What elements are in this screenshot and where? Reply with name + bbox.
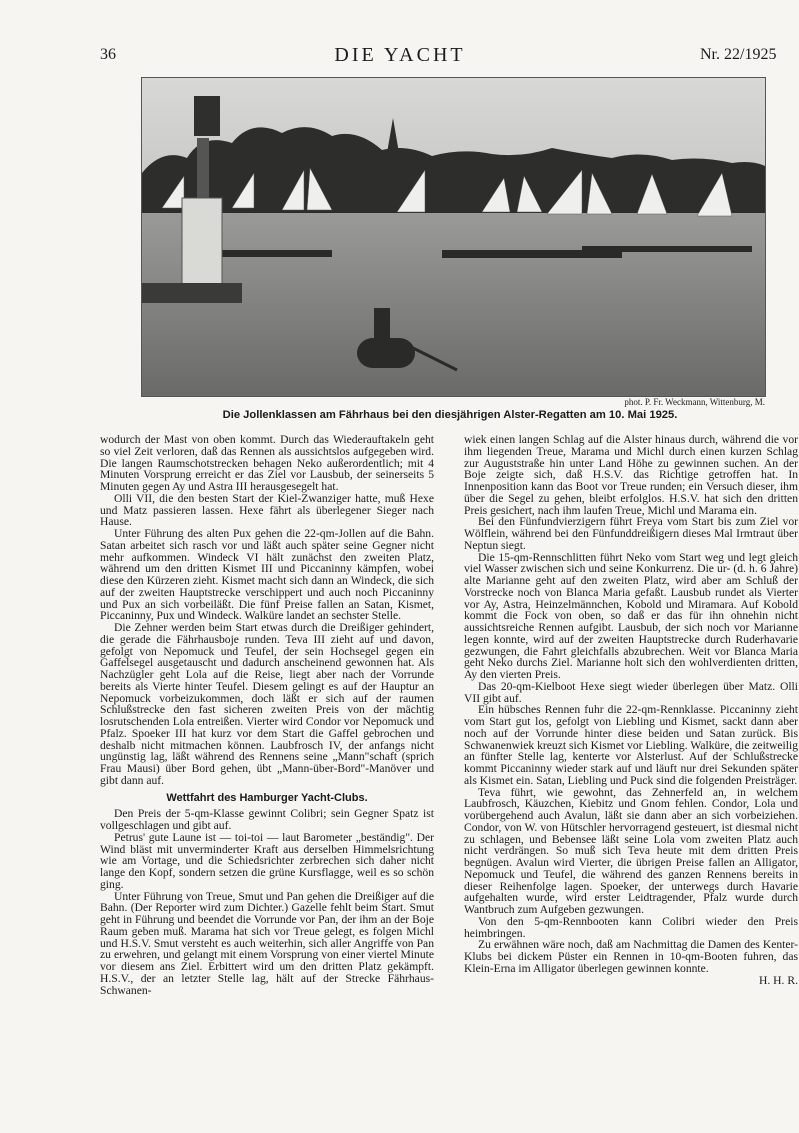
paragraph: Petrus' gute Laune ist — toi-toi — laut Barometer „beständig". Der Wind bläst mit unverminderter Kraft aus derselben Himmelsrichtung wie am Vortage, und die Schiedsrichter zerbrechen sich daher nicht lange den Kopf, sondern setzen die grüne Kursflagge, weil es so schön ging. bbox=[100, 830, 434, 891]
paragraph: Das 20-qm-Kielboot Hexe siegt wieder überlegen über Matz. Olli VII gibt auf. bbox=[464, 679, 798, 705]
section-heading: Wettfahrt des Hamburger Yacht-Clubs. bbox=[166, 791, 368, 804]
left-column bbox=[100, 434, 434, 996]
issue-number: Nr. 22/1925 bbox=[700, 46, 777, 63]
paragraph: Unter Führung des alten Pux gehen die 22-qm-Jollen auf die Bahn. Satan arbeitet sich rasch vor und läßt auch später seine Gegner nicht mehr aufkommen. Windeck VI hält zunächst den zweiten Platz, während um den dritten Kismet III und Piccaninny kämpfen, wobei diese den Kürzeren zieht. Kismet macht sich dann an Windeck, die sich auf der zweiten Hauptstrecke verschippert und auch noch Piccaninny und Pux an sich vorbeiläßt. Die fünf Preise fallen an Satan, Kismet, Piccaninny, Pux und Windeck. Walküre landet an sechster Stelle. bbox=[100, 527, 434, 623]
paragraph: Den Preis der 5-qm-Klasse gewinnt Colibri; sein Gegner Spatz ist vollgeschlagen und gibt auf. bbox=[100, 807, 434, 832]
right-column bbox=[464, 434, 798, 986]
paragraph: Bei den Fünfundvierzigern führt Freya vom Start bis zum Ziel vor Wölflein, während bei den Fünfunddreißigern dieses Mal Irmtraut über Neptun siegt. bbox=[464, 515, 798, 552]
paragraph: Olli VII, die den besten Start der Kiel-Zwanziger hatte, muß Hexe und Matz passieren lassen. Hexe fährt als überlegener Sieger nach Hause. bbox=[100, 491, 434, 529]
paragraph: Die 15-qm-Rennschlitten führt Neko vom Start weg und legt gleich viel Wasser zwischen sich und seine Konkurrenz. Die ur- (d. h. 6 Jahre) alte Marianne geht auf den zweiten Platz, wird aber am Schluß der Vorstrecke noch von Blanca Maria gefaßt. Lausbub rundet als Vierter vor Ay, Astra, Heinzelmännchen, Kobold und Miramara. Auf Kobold kommt die Fock von oben, so daß er das für ihn ohnehin nicht aussichtsreiche Rennen aufgibt. Lausbub, der sich noch vor Marianne legen konnte, wird auf der zweiten Hauptstrecke durch Ruderhavarie gezwungen, die Fahrt gleichfalls abzubrechen. Weit vor Blanca Maria geht Neko durchs Ziel. Marianne holt sich den wohlverdienten dritten, Ay den vierten Preis. bbox=[464, 550, 798, 681]
photo-credit: phot. P. Fr. Weckmann, Wittenburg, M. bbox=[624, 397, 765, 407]
paragraph: wodurch der Mast von oben kommt. Durch das Wiederauftakeln geht so viel Zeit verloren, daß das Rennen als aussichtslos aufgegeben wird. Die langen Raumschotstrecken behagen Neko außerordentlich; mit 4 Minuten Vorsprung erreicht er das Ziel vor Lausbub, der seinerseits 5 Minuten gegen Ay und Astra III herausgesegelt hat. bbox=[100, 433, 434, 493]
page-number: 36 bbox=[100, 46, 116, 63]
paragraph: Zu erwähnen wäre noch, daß am Nachmittag die Damen des Kenter-Klubs bei dickem Püster ein Rennen in 10-qm-Booten fuhren, das Klein-Erna im Alligator überlegen gewinnen konnte. bbox=[464, 938, 798, 975]
page-header bbox=[100, 44, 799, 68]
paragraph: Ein hübsches Rennen fuhr die 22-qm-Rennklasse. Piccaninny zieht vom Start gut los, gefolgt von Liebling und Kismet, sackt dann aber noch auf der Vorrunde hinter diese beiden und Satan zurück. Bis Schwanenwiek kreuzt sich Kismet vor Liebling. Walküre, die zeitweilig an fünfter Stelle lag, kenterte vor Alsterlust. Auf der Schlußstrecke kommt Piccaninny wieder stark auf und läuft nur drei Sekunden später als Kismet ein. Satan, Liebling und Puck sind die folgenden Preisträger. bbox=[464, 703, 798, 787]
magazine-title: DIE YACHT bbox=[334, 44, 466, 66]
paragraph: Von den 5-qm-Rennbooten kann Colibri wieder den Preis heimbringen. bbox=[464, 914, 798, 940]
paragraph: Teva führt, wie gewohnt, das Zehnerfeld an, in welchem Laubfrosch, Käuzchen, Kiebitz und Gnom fehlen. Condor, Lola und vorübergehend auch Avalun, läßt sie dann aber an sich vorbeiziehen. Condor, von W. von Hütschler hervorragend gesteuert, ist diesmal nicht zu schlagen, und Bebensee läßt seine Lola vom zweiten Platz auch nicht verdrängen. So muß sich Teva heute mit dem dritten Preis begnügen. Avalun wird Vierter, die übrigen Preise fallen an Alligator, Nepomuck und Teufel, die während des ganzen Rennens bereits in dieser Reihenfolge lagen. Spoeker, der unterwegs durch Havarie aufgehalten wurde, wird erster Leidtragender, Pfalz wurde durch Wantbruch zum Aufgeben gezwungen. bbox=[464, 785, 798, 916]
paragraph: Unter Führung von Treue, Smut und Pan gehen die Dreißiger auf die Bahn. (Der Reporter wird zum Dichter.) Gazelle fehlt beim Start. Smut geht in Führung und beendet die Vorrunde vor Pan, der ihm an der Boje Raum geben muß. Marama hat sich vor Treue gelegt, es folgen Michl und H.S.V. Smut versteht es auch weiterhin, sich aller Angriffe von Pan zu erwehren, und gelangt mit einem Vorsprung von einer viertel Minute vor diesem ans Ziel. Erbittert wird um den dritten Platz gekämpft. H.S.V., der an letzter Stelle lag, hält auf der Strecke Fährhaus-Schwanen- bbox=[100, 889, 434, 997]
paragraph: wiek einen langen Schlag auf die Alster hinaus durch, während die vor ihm liegenden Treue, Marama und Michl durch einen kurzen Schlag zur Auguststraße hin unter Land Höhe zu gewinnen suchen. An der Boje zeigte sich, daß H.S.V. das Richtige getroffen hat. In Innenposition kann das Boot vor Treue runden; ein Versuch dieser, ihm über die Segel zu gehen, bleibt erfolglos. H.S.V. hat sich den dritten Preis gesichert, nach ihm laufen Treue, Michl und Marama ein. bbox=[464, 433, 798, 517]
regatta-photo bbox=[141, 77, 766, 397]
paragraph: Die Zehner werden beim Start etwas durch die Dreißiger gehindert, die gerade die Fährhausboje runden. Teva III zieht auf und davon, gefolgt von Nepomuck und Teufel, der sein Hochsegel gegen ein Gaffelsegel ausgetauscht und dadurch anscheinend gewonnen hat. Als Nachzügler geht Lola auf die Reise, liegt aber nach der Vorrunde bereits als Vierte hinter Teufel. Diesem gelingt es auf der Hauptur an Nepomuck vorbeizukommen, doch läßt er sich auf der raumen Schlußstrecke den fast sicheren zweiten Preis von der mächtig losrutschenden Lola entreißen. Vierter wird Condor vor Nepomuck und Pfalz. Spoeker III hat kurz vor dem Start die Gaffel gebrochen und deshalb nicht mitmachen können. Laubfrosch IV, der anfangs nicht ungünstig lag, läßt während des Rennens seine „Mann"schaft (sprich Frau Mausi) über Bord gehen, übt „Mann-über-Bord"-Manöver und gibt dann auf. bbox=[100, 621, 434, 787]
author-signature: H. H. R. bbox=[759, 973, 798, 987]
photo-caption: Die Jollenklassen am Fährhaus bei den diesjährigen Alster-Regatten am 10. Mai 1925. bbox=[222, 409, 678, 421]
